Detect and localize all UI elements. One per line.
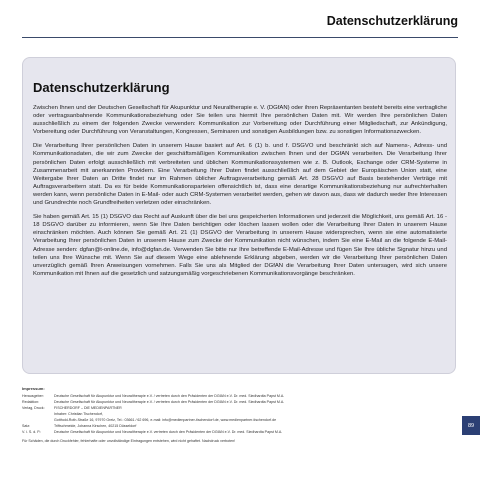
imprint-value: Deutsche Gesellschaft für Akupunktur und Neuraltherapie e.V. vertreten durch den Präsidenten der DGfAN e.V. Dr. med. Siedhardta Papst M.A.: [54, 430, 283, 434]
imprint-value: FISCHERDORF – DIE MEDIENPARTNER: [54, 406, 122, 410]
paragraph-rights: Sie haben gemäß Art. 15 (1) DSGVO das Recht auf Auskunft über die bei uns gespeicherten Informationen und jederzeit die Möglichkeit, uns gemäß Art. 16 - 18 DSGVO darüber zu informieren, wenn Sie Ihre Daten berichtigen oder löschen lassen wollen oder die Verarbeitung Ihrer Daten in unserem Hause einschränken möchten. Auch können Sie gemäß Art. 21 (1) DSGVO der Verarbeitung in unserem Hause widersprechen, wenn sie eine automatisierte Verarbeitung Ihrer persönlichen Daten in unserem Hause zum Zwecke der Kommunikation nicht wünschen, indem Sie eine E-Mail an die folgende E-Mail-Adresse senden: dgfan@t-online.de, info@dgfan.de. Verwenden Sie bitte nur Ihre betreffende E-Mail-Adresse und fügen Sie Ihre übliche Signatur hinzu und teilen uns Ihre Wünsche mit. Wenn Sie auf diesem Wege eine ablehnende Erklärung abgeben, werden wir die Verarbeitung Ihrer persönlichen Daten unverzüglich gemäß Ihren Anweisungen vornehmen. Falls Sie uns als Mitglied der DGfAN die Verarbeitung Ihrer Daten untersagen, wird sich unsere Kommunikation mit Ihnen auf die gesetzlich und satzungsmäßig vorgeschriebenen Kommunikationsvorgänge beschränken.: [33, 214, 447, 277]
page-number-tab: [462, 416, 480, 435]
imprint: [22, 386, 438, 444]
imprint-value: Deutsche Gesellschaft für Akupunktur und Neuraltherapie e.V. / vertreten durch den Präsidenten der DGfAN e.V. Dr. med. Siedhardta Papst M.A.: [54, 400, 285, 404]
imprint-disclaimer: Für Schäden, die durch Druckfehler, fehlerhafte oder unvollständige Eintragungen entstehen, wird nicht gehaftet. Nachdruck verboten!: [22, 439, 236, 443]
imprint-value: Inhaber: Christian Tischendorf,: [54, 412, 103, 416]
paragraph-processing: Die Verarbeitung Ihrer persönlichen Daten in unserem Hause basiert auf Art. 6 (1) b. und f. DSGVO und beschränkt sich auf Namens-, Adress- und Kommunikationsdaten, die wir zum Zwecke der geschäftsmäßigen Kommunikation zwischen Ihnen und der DGfAN verarbeiten. Die Verarbeitung Ihrer persönlichen Daten erfolgt ausschließlich mit verbreiteten und üblichen Kommunikationssystemen wie z. B. Outlook, Exchange oder CRM-Systeme in Zusammenarbeit mit anerkannten Providern. Eine Verarbeitung Ihrer Daten findet ausschließlich auf dem Gebiet der Europäischen Union statt, eine Weitergabe Ihrer Daten an Dritte findet nur im Rahmen üblicher Auftragsverarbeitung gemäß Art. 28 DSGVO auf Basis bestehender Verträge mit Auftragsverarbeitern statt. Da es für beide Kommunikationsparteien offensichtlich ist, dass eine derartige Kommunikationsbeziehung nur aufrechterhalten werden kann, wenn persönliche Daten in E-Mail- oder auch CRM-Systemen verarbeitet werden, gehen wir davon aus, dass wir dadurch weder Ihre Interessen und Grundrechte noch Grundfreiheiten verletzen oder einschränken.: [33, 143, 447, 207]
page-header-title: Datenschutzerklärung: [326, 14, 458, 28]
imprint-heading: Impressum:: [22, 386, 45, 391]
imprint-value: Triftschmeide, Johanna Kirschen, 40215 Düsseldorf: [54, 424, 137, 428]
imprint-value: Deutsche Gesellschaft für Akupunktur und Neuraltherapie e.V. / vertreten durch den Präsidenten der DGfAN e.V. Dr. med. Siedhardta Papst M.A.: [54, 394, 285, 398]
imprint-label: Verlag, Druck:: [22, 406, 45, 410]
imprint-label: V. i. S. d. P.:: [22, 430, 42, 434]
page-number: 89: [467, 422, 475, 429]
card-title: Datenschutzerklärung: [33, 80, 170, 95]
imprint-label: Herausgeber:: [22, 394, 44, 398]
imprint-label: Satz:: [22, 424, 31, 428]
imprint-row: [22, 429, 438, 435]
imprint-value: Gotthold-Roth-Straße 16, 97970 Greiz, Tel.: 03661 / 62 696, e-mail: info@medienpartner-tischendorf.de, www.medienpartner-tischendorf.de: [54, 418, 277, 422]
header-divider: [22, 37, 458, 38]
privacy-card: [22, 57, 456, 374]
imprint-label: Redaktion:: [22, 400, 40, 404]
paragraph-purpose: Zwischen Ihnen und der Deutschen Gesellschaft für Akupunktur und Neuraltherapie e. V. (DGfAN) oder ihren Repräsentanten besteht bereits eine vertragliche oder vertragsanbahnende Kommunikationsbeziehung oder Sie teilen uns hiermit Ihre persönlichen Daten mit. Wir werden Ihre persönlichen Daten ausschließlich zu einem der folgenden Zwecke verwenden: Kommunikation zur Vorbereitung oder Durchführung einer Mitgliedschaft, zur Ankündigung, Vorbereitung oder Durchführung von Veranstaltungen, Kongressen, Seminaren und sonstigen Ausbildungen bzw. zu sonstigen Informationszwecken.: [33, 105, 447, 136]
